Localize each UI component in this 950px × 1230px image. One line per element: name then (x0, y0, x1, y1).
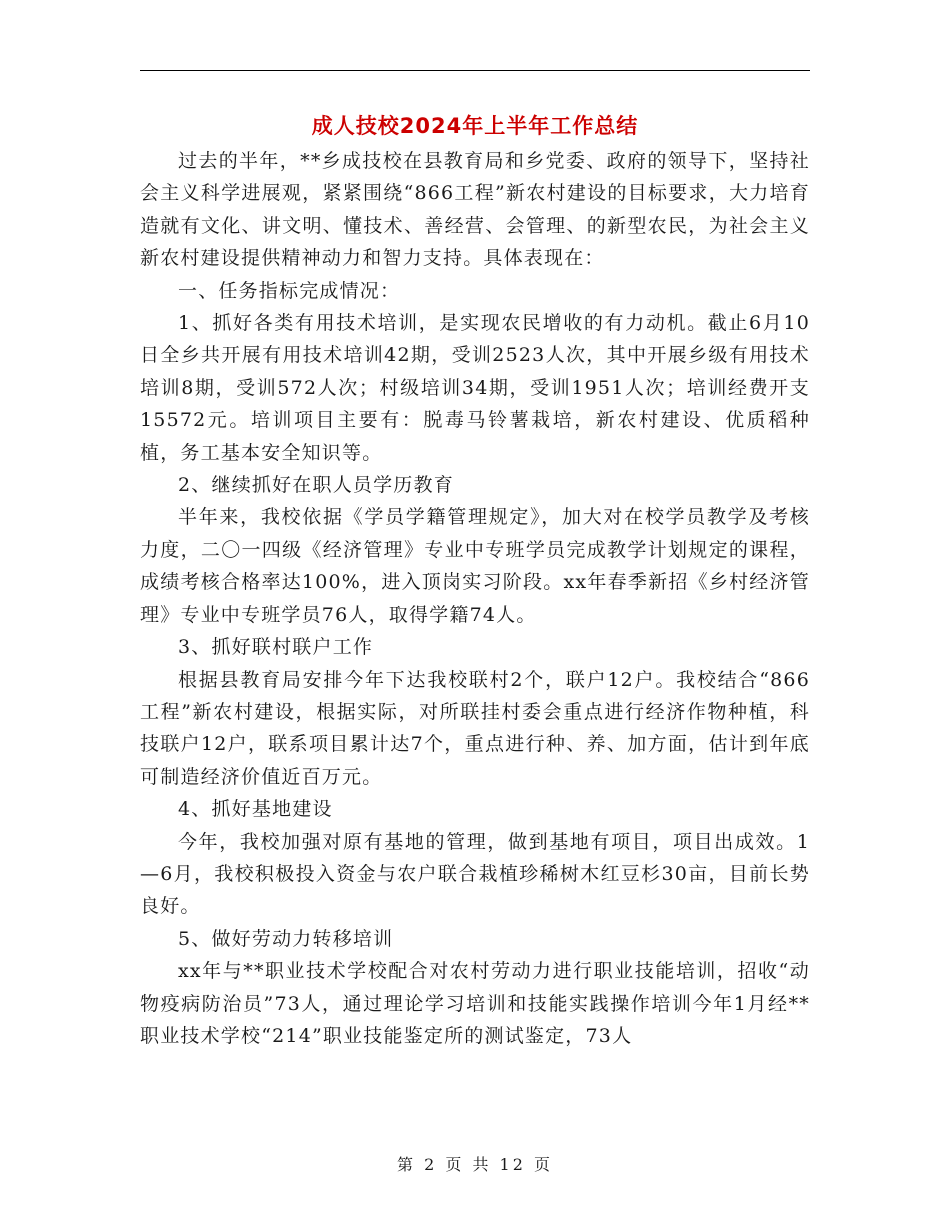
page-number-footer: 第 2 页 共 12 页 (397, 1155, 553, 1174)
section-heading-tasks: 一、任务指标完成情况： (178, 279, 401, 302)
section-heading-labor: 5、做好劳动力转移培训 (178, 927, 394, 950)
section-heading-base: 4、抓好基地建设 (178, 798, 333, 821)
header-rule (140, 70, 810, 71)
paragraph-intro: 过去的半年，**乡成技校在县教育局和乡党委、政府的领导下，坚持社会主义科学进展观，紧紧围绕“866工程”新农村建设的目标要求，大力培育造就有文化、讲文明、懂技术、善经营、会管理、的新型农民，为社会主义新农村建设提供精神动力和智力支持。具体表现在： (140, 150, 810, 270)
paragraph-base: 今年，我校加强对原有基地的管理，做到基地有项目，项目出成效。1—6月，我校积极投入资金与农户联合栽植珍稀树木红豆杉30亩，目前长势良好。 (140, 830, 810, 918)
paragraph-education: 半年来，我校依据《学员学籍管理规定》，加大对在校学员教学及考核力度，二〇一四级《经济管理》专业中专班学员完成教学计划规定的课程，成绩考核合格率达100%，进入顶岗实习阶段。xx年春季新招《乡村经济管理》专业中专班学员76人，取得学籍74人。 (140, 506, 810, 626)
section-heading-education: 2、继续抓好在职人员学历教育 (178, 474, 454, 497)
document-body (140, 145, 810, 1052)
document-title: 成人技校2024年上半年工作总结 (311, 114, 639, 138)
paragraph-training: 1、抓好各类有用技术培训，是实现农民增收的有力动机。截止6月10日全乡共开展有用技术培训42期，受训2523人次，其中开展乡级有用技术培训8期，受训572人次；村级培训34期，受训1951人次；培训经费开支15572元。培训项目主要有：脱毒马铃薯栽培，新农村建设、优质稻种植，务工基本安全知识等。 (140, 312, 810, 464)
section-heading-village: 3、抓好联村联户工作 (178, 636, 374, 659)
paragraph-labor: xx年与**职业技术学校配合对农村劳动力进行职业技能培训，招收“动物疫病防治员”73人，通过理论学习培训和技能实践操作培训今年1月经**职业技术学校“214”职业技能鉴定所的测试鉴定，73人 (140, 960, 810, 1047)
paragraph-village: 根据县教育局安排今年下达我校联村2个，联户12户。我校结合“866工程”新农村建设，根据实际，对所联挂村委会重点进行经济作物种植，科技联户12户，联系项目累计达7个，重点进行种、养、加方面，估计到年底可制造经济价值近百万元。 (140, 668, 810, 788)
